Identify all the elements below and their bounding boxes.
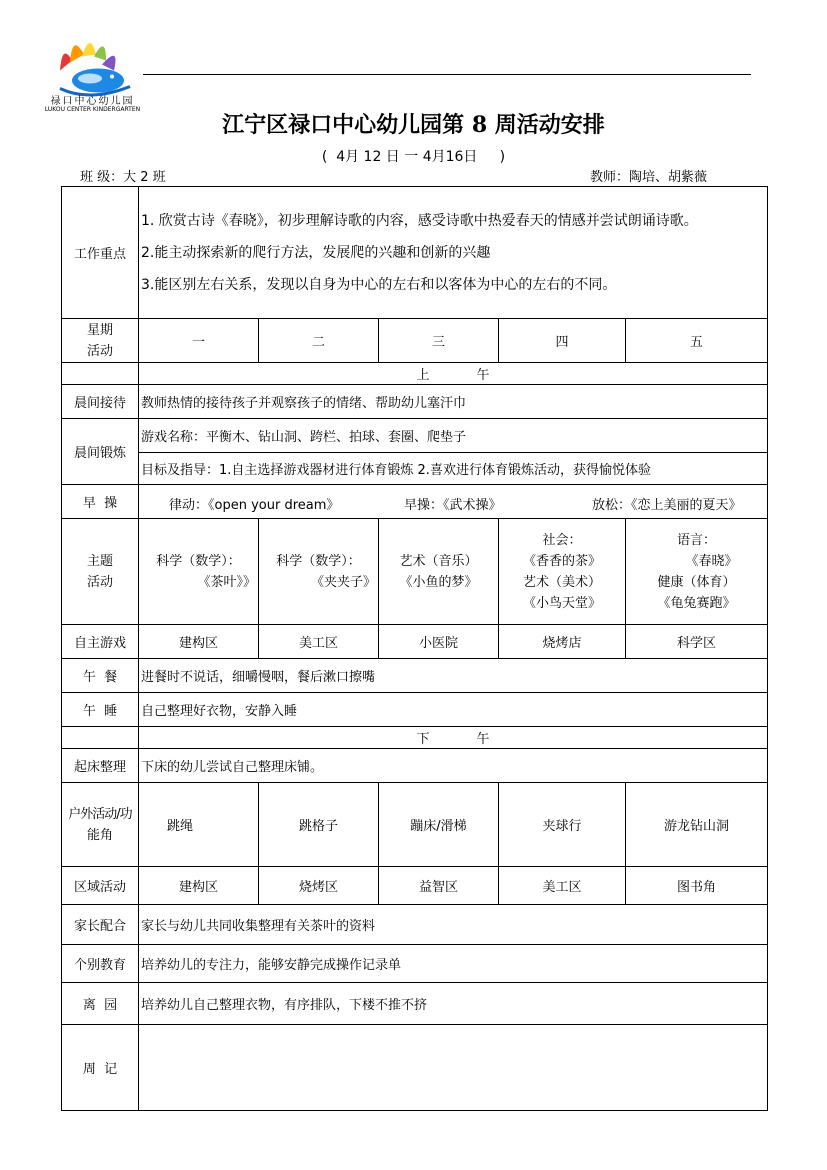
label-line: 主题 [86,553,113,569]
afternoon-header-row [62,727,768,749]
weekday-cell: 四 [499,319,626,363]
reception-text: 教师热情的接待孩子并观察孩子的情绪、帮助幼儿塞汗巾 [139,385,768,419]
row-label: 离 园 [62,983,139,1025]
free-play-cell: 烧烤店 [499,625,626,659]
exercise-goals: 目标及指导：1.自主选择游戏器材进行体育锻炼 2.喜欢进行体育锻炼活动，获得愉悦体验 [139,453,768,485]
theme-row [62,519,768,625]
area-cell: 建构区 [139,867,259,905]
work-focus-content [139,187,768,319]
exercise-row-1 [62,419,768,453]
label-line: 活动 [86,343,113,359]
weekday-cell: 三 [379,319,499,363]
weekly-notes-row [62,1025,768,1111]
outdoor-cell: 蹦床/滑梯 [379,783,499,867]
lunch-text: 进餐时不说话，细嚼慢咽，餐后漱口擦嘴 [139,659,768,693]
label-line: 户外活动/功 [68,806,132,822]
header-char: 下 [416,732,430,747]
parents-row [62,905,768,945]
outdoor-row [62,783,768,867]
free-play-cell: 美工区 [259,625,379,659]
theme-line: 艺术（音乐） [399,553,478,569]
theme-cell [379,519,499,625]
weekday-cell: 五 [626,319,768,363]
row-label: 个别教育 [62,945,139,983]
nap-text: 自己整理好衣物，安静入睡 [139,693,768,727]
empty-cell [62,363,139,385]
morning-header [139,363,768,385]
row-label [62,783,139,867]
header-char: 上 [416,368,430,383]
theme-cell [259,519,379,625]
morning-exercise-content [139,485,768,519]
relax-text: 放松：《恋上美丽的夏天》 [592,498,742,513]
row-label: 早 操 [62,485,139,519]
theme-line: 《小鸟天堂》 [522,595,601,611]
focus-line: 2.能主动探索新的爬行方法，发展爬的兴趣和创新的兴趣 [141,244,491,261]
nap-row [62,693,768,727]
morning-exercise-row [62,485,768,519]
row-label: 自主游戏 [62,625,139,659]
lunch-row [62,659,768,693]
weekday-cell: 二 [259,319,379,363]
label-line: 星期 [86,322,113,338]
theme-cell [626,519,768,625]
theme-line: 《春晓》 [685,553,738,569]
header-char: 午 [476,368,490,383]
header-divider [143,74,751,75]
outdoor-cell: 跳格子 [259,783,379,867]
weekly-notes[interactable] [139,1025,768,1111]
theme-line: 艺术（美术） [522,574,601,590]
theme-line: 科学（数学）： [156,553,241,569]
theme-line: 语言： [677,532,717,548]
weekday-cell: 一 [139,319,259,363]
page-title: 江宁区禄口中心幼儿园第 8 周活动安排 [222,112,605,138]
wakeup-row [62,749,768,783]
header-char: 午 [476,732,490,747]
drill-text: 早操：《武术操》 [404,498,502,513]
free-play-cell: 小医院 [379,625,499,659]
parents-text: 家长与幼儿共同收集整理有关茶叶的资料 [139,905,768,945]
theme-line: 《夹夹子》 [310,574,376,590]
row-label: 工作重点 [62,187,139,319]
row-label: 晨间接待 [62,385,139,419]
theme-line: 社会： [542,532,582,548]
free-play-cell: 科学区 [626,625,768,659]
row-label: 起床整理 [62,749,139,783]
row-label: 周 记 [62,1025,139,1111]
row-label: 午 睡 [62,693,139,727]
date-range: ( 4月 12 日 一 4月16日 ) [321,149,506,165]
theme-line: 《香香的茶》 [522,553,601,569]
area-cell: 美工区 [499,867,626,905]
theme-line: 《龟兔赛跑》 [657,595,736,611]
free-play-cell: 建构区 [139,625,259,659]
row-label: 区域活动 [62,867,139,905]
logo-chinese-text: 禄口中心幼儿园 [50,96,135,107]
free-play-row [62,625,768,659]
label-line: 能角 [86,827,113,843]
theme-line: 《茶叶》》 [197,574,256,590]
leave-row [62,983,768,1025]
morning-header-row [62,363,768,385]
area-cell: 益智区 [379,867,499,905]
area-row [62,867,768,905]
theme-cell [139,519,259,625]
work-focus-row [62,187,768,319]
exercise-games: 游戏名称：平衡木、钻山洞、跨栏、拍球、套圈、爬垫子 [139,419,768,453]
afternoon-header [139,727,768,749]
reception-row [62,385,768,419]
empty-cell [62,727,139,749]
focus-line: 3.能区别左右关系，发现以自身为中心的左右和以客体为中心的左右的不同。 [141,276,617,293]
outdoor-cell: 夹球行 [499,783,626,867]
theme-line: 《小鱼的梦》 [399,574,478,590]
leave-text: 培养幼儿自己整理衣物，有序排队，下楼不推不挤 [139,983,768,1025]
label-line: 活动 [86,574,113,590]
theme-line: 科学（数学）： [276,553,361,569]
outdoor-cell: 游龙钻山洞 [626,783,768,867]
row-label [62,319,139,363]
exercise-row-2 [62,453,768,485]
individual-row [62,945,768,983]
individual-text: 培养幼儿的专注力，能够安静完成操作记录单 [139,945,768,983]
area-cell: 烧烤区 [259,867,379,905]
wakeup-text: 下床的幼儿尝试自己整理床铺。 [139,749,768,783]
row-label: 家长配合 [62,905,139,945]
row-label [62,519,139,625]
row-label: 午 餐 [62,659,139,693]
teacher-info: 教师：陶培、胡紫薇 [590,170,708,185]
schedule-table [61,186,768,1111]
weekday-row [62,319,768,363]
theme-line: 健康（体育） [657,574,736,590]
focus-line: 1. 欣赏古诗《春晓》，初步理解诗歌的内容，感受诗歌中热爱春天的情感并尝试朗诵诗歌。 [141,212,698,229]
rhythm-text: 律动：《open your dream》 [169,498,340,513]
outdoor-cell: 跳绳 [139,783,259,867]
theme-cell [499,519,626,625]
area-cell: 图书角 [626,867,768,905]
logo-english-text: LUKOU CENTER KINDERGARTEN [44,106,141,113]
class-info: 班 级：大 2 班 [80,170,166,185]
row-label: 晨间锻炼 [62,419,139,485]
